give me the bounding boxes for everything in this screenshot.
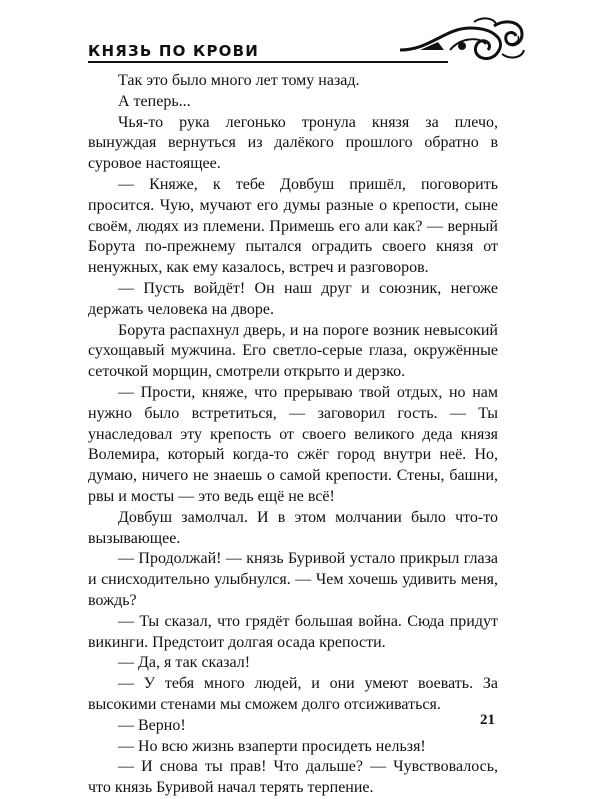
page-number: 21 <box>480 712 495 728</box>
paragraph: — Пусть войдёт! Он наш друг и союзник, негоже держать человека на дворе. <box>88 279 498 318</box>
paragraph: А теперь... <box>118 92 191 110</box>
ornament-icon <box>390 14 530 66</box>
paragraph: Довбуш замолчал. И в этом молчании было что-то вызывающее. <box>88 508 498 547</box>
paragraph: — Продолжай! — князь Буривой устало прикрыл глаза и снисходительно улыбнулся. — Чем хочешь удивить меня, вождь? <box>88 550 498 609</box>
paragraph: — Верно! <box>118 716 186 734</box>
paragraph: — Но всю жизнь взаперти просидеть нельзя! <box>118 737 426 755</box>
body-text <box>88 71 498 799</box>
page-header <box>60 14 520 64</box>
paragraph: — И снова ты прав! Что дальше? — Чувствовалось, что князь Буривой начал терять терпение. <box>88 758 498 797</box>
paragraph: — У тебя много людей, и они умеют воевать. За высокими стенами мы сможем долго отсиживаться. <box>88 675 498 713</box>
paragraph: — Прости, княже, что прерываю твой отдых, но нам нужно было встретиться, — заговорил гость. — Ты унаследовал эту крепость от своего великого деда князя Волемира, который когда-то сжёг город внутри неё. Но, думаю, ничего не знаешь о самой крепости. Стены, башни, рвы и мосты — это ведь ещё не всё! <box>88 383 498 505</box>
paragraph: Борута распахнул дверь, и на пороге возник невысокий сухощавый мужчина. Его светло-серые глаза, окружённые сеточкой морщин, смотрели открыто и дерзко. <box>88 321 498 381</box>
paragraph: — Княже, к тебе Довбуш пришёл, поговорить просится. Чую, мучают его думы разные о крепости, сыне своём, людях из племени. Примешь его али как? — верный Борута по-прежнему пытался оградить своего князя от ненужных, как ему казалось, встреч и разговоров. <box>88 175 498 277</box>
paragraph: Чья-то рука легонько тронула князя за плечо, вынуждая вернуться из далёкого прошлого обратно в суровое настоящее. <box>88 113 498 173</box>
paragraph: — Да, я так сказал! <box>118 654 251 672</box>
running-title: КНЯЗЬ ПО КРОВИ <box>88 42 259 60</box>
paragraph: — Ты сказал, что грядёт большая война. Сюда придут викинги. Предстоит долгая осада крепости. <box>88 612 498 651</box>
paragraph: Так это было много лет тому назад. <box>118 72 360 89</box>
